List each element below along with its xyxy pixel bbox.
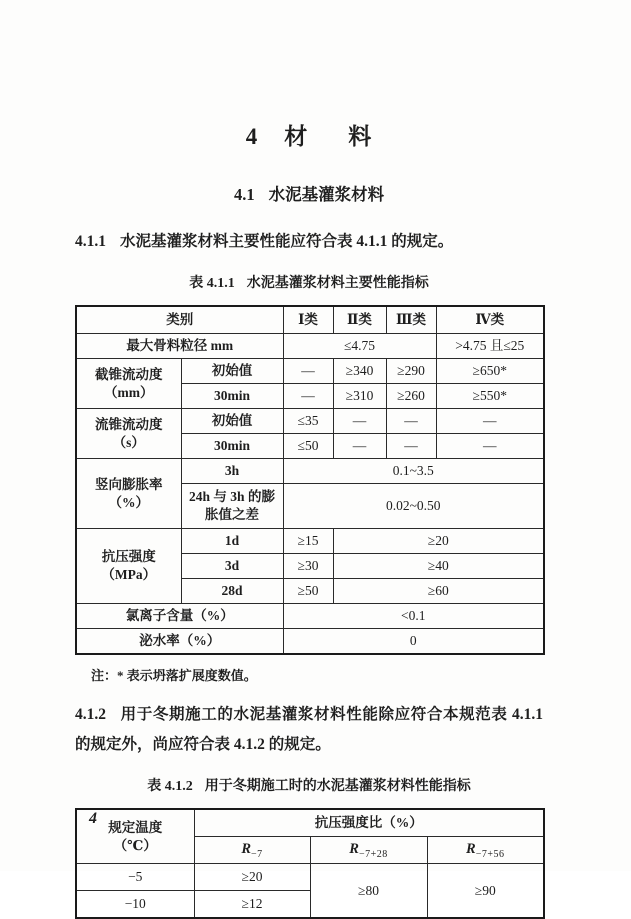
table-4-1-1-note: 注：* 表示坍落扩展度数值。 [91,668,257,683]
chapter-title-word-1: 材 [284,124,309,149]
label-line: （mm） [104,384,154,400]
sublabel-cell: 初始值 [181,359,283,384]
label-line: 竖向膨胀率 [95,476,163,492]
clause-4-1-1-text: 水泥基灌浆材料主要性能应符合表 4.1.1 的规定。 [120,233,454,250]
value-cell: — [333,409,386,434]
value-cell: ≤50 [283,434,333,459]
r-symbol: R [241,840,252,857]
table-4-1-2-caption-label: 表 4.1.2 [147,779,193,794]
clause-4-1-1 [75,227,543,257]
value-cell: ≥80 [310,864,427,919]
value-cell: <0.1 [283,604,544,629]
header-cell-class3: Ⅲ类 [386,306,436,334]
value-cell: — [436,434,544,459]
table-row-cone-initial [76,359,544,384]
table-row-chloride [76,604,544,629]
table-row-minus5 [76,864,544,891]
value-cell: 0.1~3.5 [283,459,544,484]
r-subscript: −7+28 [358,848,388,860]
table-4-1-2 [75,808,545,919]
label-line: 抗压强度 [101,549,156,565]
value-cell: ≥12 [194,891,310,919]
table-4-1-2-caption [75,775,543,795]
clause-4-1-2-number: 4.1.2 [75,706,106,723]
value-cell: −10 [76,891,194,919]
sublabel-cell: 1d [181,529,283,554]
value-cell: — [283,384,333,409]
value-cell: ≥20 [194,864,310,891]
value-cell: ≥40 [333,554,544,579]
value-cell: ≥90 [427,864,544,919]
page-number: 4 [89,810,97,827]
sublabel-cell: 30min [181,434,283,459]
table-row-funnel-initial [76,409,544,434]
section-title-text: 水泥基灌浆材料 [268,185,385,204]
value-cell: — [386,409,436,434]
section-title [75,181,543,205]
table-row-header [76,306,544,334]
value-cell: >4.75 且≤25 [436,334,544,359]
label-line: （s） [112,434,145,450]
value-cell: ≥50 [283,579,333,604]
label-cell [76,529,181,604]
label-line: 流锥流动度 [95,416,163,432]
section-number: 4.1 [233,185,255,204]
header-cell-class4: Ⅳ类 [436,306,544,334]
sublabel-cell: 24h 与 3h 的膨胀值之差 [181,484,283,529]
sublabel-cell: 28d [181,579,283,604]
page-content [75,0,543,919]
header-cell-r7-56 [427,837,544,864]
header-cell-r7-28 [310,837,427,864]
value-cell: ≥290 [386,359,436,384]
value-cell: 0.02~0.50 [283,484,544,529]
value-cell: ≥15 [283,529,333,554]
header-cell-class1: Ⅰ类 [283,306,333,334]
label-cell: 氯离子含量（%） [76,604,283,629]
value-cell: ≥260 [386,384,436,409]
table-4-1-1-caption-title: 水泥基灌浆材料主要性能指标 [246,276,429,291]
value-cell: ≤35 [283,409,333,434]
label-line: 规定温度 [108,819,163,835]
value-cell: −5 [76,864,194,891]
value-cell: — [436,409,544,434]
table-row-expansion-3h [76,459,544,484]
value-cell: ≥20 [333,529,544,554]
table-4-1-1-caption [75,272,543,292]
sublabel-cell: 初始值 [181,409,283,434]
table-row-strength-1d [76,529,544,554]
value-cell: ≥340 [333,359,386,384]
label-line: 截锥流动度 [95,366,163,382]
header-cell-category: 类别 [76,306,283,334]
table-row-header [76,809,544,837]
chapter-number: 4 [245,124,259,149]
table-4-1-2-caption-title: 用于冬期施工时的水泥基灌浆材料性能指标 [204,779,471,794]
sublabel-cell: 3d [181,554,283,579]
sublabel-cell: 30min [181,384,283,409]
header-cell-class2: Ⅱ类 [333,306,386,334]
value-cell: — [333,434,386,459]
label-line: （%） [108,494,149,510]
value-cell: — [386,434,436,459]
header-cell-r7 [194,837,310,864]
label-cell [76,459,181,529]
chapter-title [75,118,543,151]
label-line: （℃） [113,837,157,853]
value-cell: ≤4.75 [283,334,436,359]
value-cell: — [283,359,333,384]
chapter-title-word-2: 料 [348,124,373,149]
table-4-1-1 [75,305,545,655]
value-cell: ≥310 [333,384,386,409]
table-row-aggregate [76,334,544,359]
label-cell [76,409,181,459]
table-4-1-1-caption-label: 表 4.1.1 [189,276,235,291]
value-cell: ≥550* [436,384,544,409]
r-symbol: R [466,840,476,857]
clause-4-1-2 [75,700,543,760]
value-cell: ≥650* [436,359,544,384]
sublabel-cell: 3h [181,459,283,484]
table-row-bleeding [76,629,544,655]
label-cell: 泌水率（%） [76,629,283,655]
header-cell-strength-ratio: 抗压强度比（%） [194,809,544,837]
clause-4-1-2-text: 用于冬期施工的水泥基灌浆材料性能除应符合本规范表 4.1.1 的规定外，尚应符合表 4.1.2 的规定。 [75,706,543,753]
value-cell: ≥30 [283,554,333,579]
value-cell: ≥60 [333,579,544,604]
r-subscript: −7+56 [475,848,505,860]
r-subscript: −7 [251,848,263,860]
r-symbol: R [349,840,359,857]
label-cell: 最大骨料粒径 mm [76,334,283,359]
clause-4-1-1-number: 4.1.1 [75,233,106,250]
label-cell [76,359,181,409]
value-cell: 0 [283,629,544,655]
label-line: （MPa） [101,567,157,582]
